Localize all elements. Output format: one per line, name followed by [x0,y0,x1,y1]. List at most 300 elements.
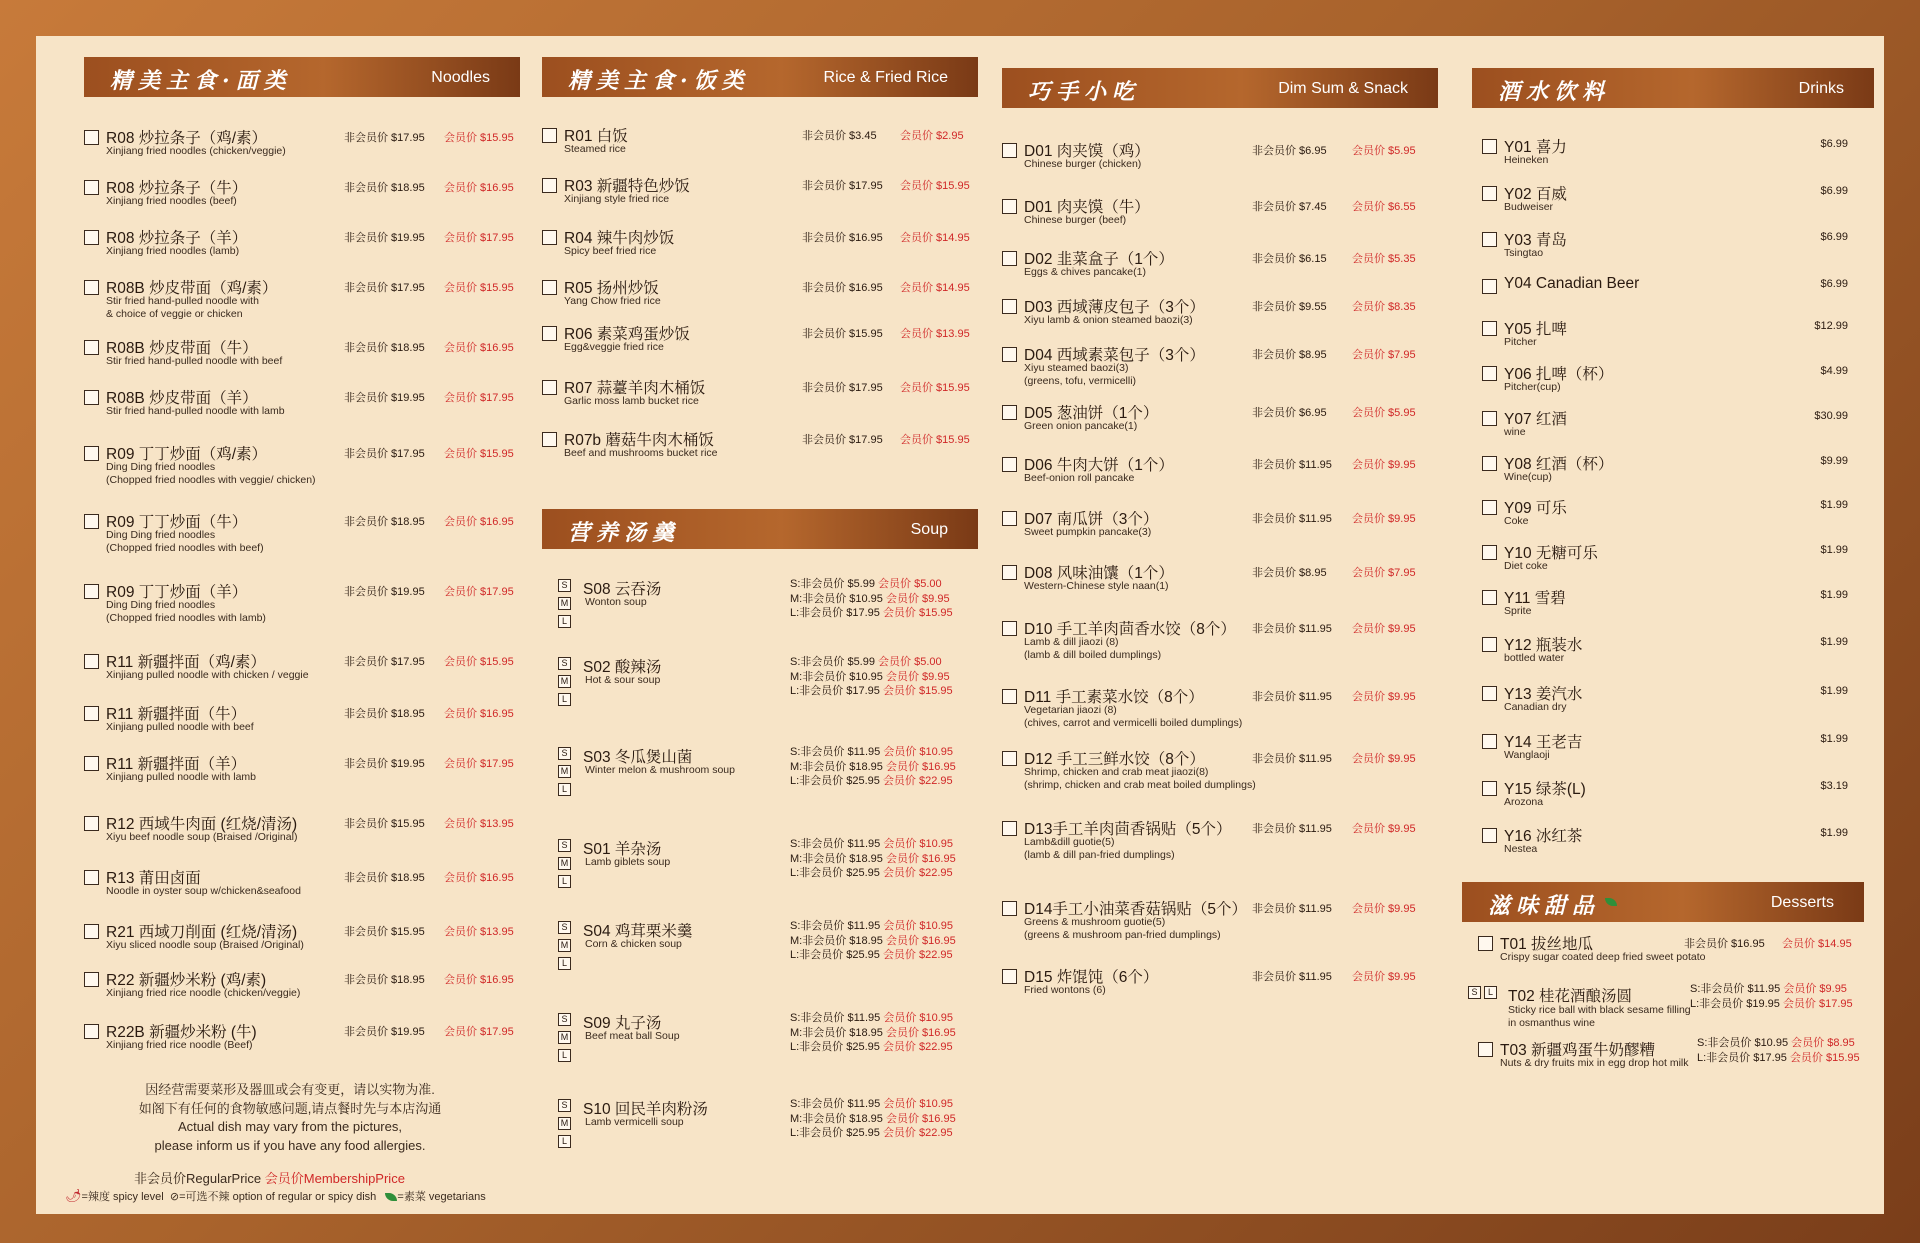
regular-price: L:非会员价 $17.95 [1697,1051,1787,1064]
item-checkbox[interactable] [542,280,557,295]
noodles-item[interactable] [84,752,520,792]
item-checkbox[interactable] [1002,143,1017,158]
size-l-checkbox[interactable]: L [558,783,571,796]
size-price-line [1690,997,1853,1012]
member-price: 会员价 $13.95 [444,926,514,938]
dessert-item[interactable] [1462,982,1864,1028]
item-name: R13 莆田卤面 [106,870,201,887]
item-description: Western-Chinese style naan(1) [1024,580,1169,592]
soup-item[interactable] [542,577,978,637]
item-name: Y10 无糖可乐 [1504,545,1598,562]
size-s-checkbox[interactable]: S [558,921,571,934]
drink-item[interactable] [1472,824,1874,860]
rice-item[interactable] [542,124,978,164]
item-checkbox[interactable] [1482,590,1497,605]
soup-item[interactable] [542,919,978,979]
drink-item[interactable] [1472,730,1874,766]
item-description: Xiyu sliced noodle soup (Braised /Original) [106,939,304,951]
rice-title-en: Rice & Fried Rice [823,69,948,86]
member-price: 会员价 $16.95 [885,760,956,773]
item-description: Sweet pumpkin pancake(3) [1024,526,1152,538]
item-checkbox[interactable] [542,326,557,341]
soup-item[interactable] [542,1011,978,1071]
rice-item[interactable] [542,276,978,316]
item-description: Greens & mushroom guotie(5) [1024,916,1166,928]
item-checkbox[interactable] [1002,457,1017,472]
member-price: 会员价 $16.95 [444,342,514,354]
regular-price: 非会员价 $11.95 [1252,691,1332,703]
drinks-header [1472,68,1874,108]
dimsum-item[interactable] [1002,617,1438,661]
member-price: 会员价 $9.95 [1783,983,1847,995]
dimsum-item[interactable] [1002,401,1438,441]
rice-column [542,57,978,459]
regular-price: M:非会员价 $18.95 [790,760,883,773]
member-price: 会员价 $15.95 [444,132,514,144]
member-price: 会员价 $17.95 [444,1026,514,1038]
member-price: 会员价 $22.95 [882,775,953,787]
size-l-checkbox[interactable]: L [558,615,571,628]
item-checkbox[interactable] [1002,821,1017,836]
noodles-item[interactable] [84,336,520,376]
regular-price: L:非会员价 $25.95 [790,775,880,787]
item-description: Nuts & dry fruits mix in egg drop hot milk [1500,1057,1689,1069]
regular-price: 非会员价 $19.95 [344,1026,425,1038]
item-checkbox[interactable] [84,924,99,939]
item-name: Y14 王老吉 [1504,734,1583,751]
item-checkbox[interactable] [1482,545,1497,560]
regular-price: 非会员价 $11.95 [1252,753,1332,765]
rice-item[interactable] [542,322,978,362]
member-price: 会员价 $9.95 [1352,903,1416,915]
item-description: Steamed rice [564,143,626,155]
dimsum-item[interactable] [1002,453,1438,493]
member-price: 会员价 $7.95 [1352,567,1416,579]
noodles-item[interactable] [84,920,520,960]
item-name: R08 炒拉条子（羊） [106,230,248,247]
item-description: Spicy beef fried rice [564,245,657,257]
item-checkbox[interactable] [1482,686,1497,701]
member-price: 会员价 $7.95 [1352,349,1416,361]
item-name: D13手工羊肉茴香锅贴（5个） [1024,821,1232,838]
dimsum-item[interactable] [1002,295,1438,335]
item-checkbox[interactable] [1002,405,1017,420]
item-name: R07 蒜薹羊肉木桶饭 [564,380,706,397]
item-checkbox[interactable] [1002,969,1017,984]
item-description: Corn & chicken soup [585,938,682,950]
drink-item[interactable] [1472,275,1874,311]
item-checkbox[interactable] [84,1024,99,1039]
item-checkbox[interactable] [84,816,99,831]
soup-title-cn: 营养汤羹 [568,520,681,546]
item-checkbox[interactable] [542,230,557,245]
item-name: R21 西域刀削面 (红烧/清汤) [106,924,298,941]
member-price: 会员价 $10.95 [883,1098,954,1110]
member-price: 会员价 $17.95 [444,232,514,244]
item-description: Xinjiang pulled noodle with beef [106,721,254,733]
item-name: Y04 Canadian Beer [1504,275,1640,292]
drink-item[interactable] [1472,777,1874,813]
soup-item[interactable] [542,745,978,805]
size-price-line [790,1026,956,1041]
item-description: Lamb & dill jiaozi (8) [1024,636,1119,648]
member-price: 会员价 $9.95 [1352,513,1416,525]
item-checkbox[interactable] [84,972,99,987]
size-l-checkbox[interactable]: L [558,875,571,888]
item-price: $1.99 [1820,685,1848,697]
desserts-column [1462,882,1864,1069]
regular-price: 非会员价 $16.95 [1684,938,1765,950]
item-checkbox[interactable] [1482,366,1497,381]
option-icon: ⊘ [169,1191,180,1203]
size-s-checkbox[interactable]: S [558,839,571,852]
dimsum-item[interactable] [1002,897,1438,941]
regular-price: 非会员价 $17.95 [344,656,425,668]
item-description: Coke [1504,515,1529,527]
size-s-checkbox[interactable]: S [558,657,571,670]
item-description: Egg&veggie fried rice [564,341,664,353]
regular-price: 非会员价 $18.95 [344,974,425,986]
item-price: $12.99 [1814,320,1848,332]
member-price: 会员价 $15.95 [444,656,514,668]
size-m-checkbox[interactable]: M [558,939,571,952]
rice-item[interactable] [542,376,978,416]
drink-item[interactable] [1472,407,1874,443]
item-checkbox[interactable] [84,446,99,461]
regular-price: S:非会员价 $11.95 [790,838,881,850]
item-description: in osmanthus wine [1508,1017,1595,1029]
noodles-item[interactable] [84,126,520,166]
size-prices [790,745,956,789]
legend-option: =可选不辣 option of regular or spicy dish [179,1191,377,1203]
size-m-checkbox[interactable]: M [558,765,571,778]
member-price: 会员价 $16.95 [444,708,514,720]
regular-price: L:非会员价 $17.95 [790,685,880,697]
soup-item[interactable] [542,655,978,715]
drink-item[interactable] [1472,496,1874,532]
dimsum-item[interactable] [1002,195,1438,235]
item-checkbox[interactable] [84,180,99,195]
size-s-checkbox[interactable]: S [558,1099,571,1112]
item-checkbox[interactable] [1002,347,1017,362]
regular-price: 非会员价 $6.95 [1252,407,1327,419]
soup-item[interactable] [542,1097,978,1157]
member-price: 会员价 $13.95 [444,818,514,830]
item-description: Lamb vermicelli soup [585,1116,684,1128]
item-name: R07b 蘑菇牛肉木桶饭 [564,432,714,449]
item-price: $6.99 [1820,278,1848,290]
item-checkbox[interactable] [84,280,99,295]
item-checkbox[interactable] [1002,251,1017,266]
item-checkbox[interactable] [84,390,99,405]
item-checkbox[interactable] [542,178,557,193]
member-price: 会员价 $15.95 [882,685,953,697]
item-checkbox[interactable] [84,870,99,885]
size-m-checkbox[interactable]: M [558,1117,571,1130]
item-checkbox[interactable] [1478,936,1493,951]
soup-item[interactable] [542,837,978,897]
drink-item[interactable] [1472,452,1874,488]
note-cn-line2: 如阁下有任何的食物敏感问题,请点餐时先与本店沟通 [138,1100,442,1116]
member-price: 会员价 $15.95 [1789,1051,1860,1064]
member-price: 会员价 $14.95 [1782,938,1852,950]
item-checkbox[interactable] [1002,565,1017,580]
drink-item[interactable] [1472,586,1874,622]
size-l-checkbox[interactable]: L [558,1049,571,1062]
item-checkbox[interactable] [1482,828,1497,843]
size-m-checkbox[interactable]: M [558,1031,571,1044]
item-checkbox[interactable] [1482,139,1497,154]
noodles-item[interactable] [84,176,520,216]
item-description: Budweiser [1504,201,1554,213]
size-l-checkbox[interactable]: L [558,693,571,706]
soup-column [542,509,978,1146]
item-checkbox[interactable] [84,230,99,245]
dimsum-column [1002,68,1438,996]
rice-item[interactable] [542,428,978,468]
regular-price: M:非会员价 $18.95 [790,934,883,947]
dessert-item[interactable] [1462,1038,1864,1074]
item-checkbox[interactable] [1482,734,1497,749]
size-s-checkbox[interactable]: S [558,1013,571,1026]
item-description: Lamb giblets soup [585,856,671,868]
item-name: R05 扬州炒饭 [564,280,659,297]
item-checkbox[interactable] [1002,901,1017,916]
size-s-checkbox[interactable]: S [558,747,571,760]
dimsum-item[interactable] [1002,817,1438,861]
rice-item[interactable] [542,174,978,214]
soup-header [542,509,978,549]
price-member-label: 会员价MembershipPrice [264,1171,405,1186]
item-name: D07 南瓜饼（3个） [1024,511,1159,528]
item-name: Y11 雪碧 [1504,590,1566,607]
item-checkbox[interactable] [1002,299,1017,314]
noodles-item[interactable] [84,226,520,266]
item-checkbox[interactable] [542,380,557,395]
item-checkbox[interactable] [84,130,99,145]
dimsum-title-cn: 巧手小吃 [1028,79,1141,105]
regular-price: S:非会员价 $11.95 [790,1012,881,1024]
drink-item[interactable] [1472,135,1874,171]
item-price: $1.99 [1820,589,1848,601]
drink-item[interactable] [1472,228,1874,264]
drink-item[interactable] [1472,182,1874,218]
noodles-item[interactable] [84,702,520,742]
noodles-item[interactable] [84,1020,520,1060]
size-l-checkbox[interactable]: L [558,957,571,970]
item-name: D02 韭菜盒子（1个） [1024,251,1174,268]
item-name: D15 炸馄饨（6个） [1024,969,1159,986]
item-checkbox[interactable] [542,128,557,143]
item-description: Wonton soup [585,596,647,608]
member-price: 会员价 $17.95 [444,392,514,404]
regular-price: S:非会员价 $11.95 [790,1098,881,1110]
noodles-item[interactable] [84,968,520,1008]
size-price-line [790,1097,956,1112]
item-checkbox[interactable] [84,756,99,771]
item-checkbox[interactable] [84,340,99,355]
size-m-checkbox[interactable]: M [558,675,571,688]
item-price: $4.99 [1820,365,1848,377]
item-description: Winter melon & mushroom soup [585,764,735,776]
item-name: D06 牛肉大饼（1个） [1024,457,1174,474]
member-price: 会员价 $22.95 [882,867,953,879]
noodles-item[interactable] [84,650,520,690]
dimsum-item[interactable] [1002,561,1438,601]
item-description: Xinjiang fried noodles (beef) [106,195,237,207]
regular-price: 非会员价 $17.95 [802,434,883,446]
item-description: Xinjiang fried noodles (lamb) [106,245,240,257]
member-price: 会员价 $2.95 [900,130,964,142]
size-m-checkbox[interactable]: M [558,857,571,870]
dimsum-item[interactable] [1002,343,1438,387]
item-checkbox[interactable] [542,432,557,447]
drink-item[interactable] [1472,633,1874,669]
noodles-item[interactable] [84,866,520,906]
item-name: Y07 红酒 [1504,411,1567,428]
size-price-line [790,655,953,670]
item-description: Chinese burger (beef) [1024,214,1127,226]
size-s-checkbox[interactable]: S [1468,986,1481,999]
item-checkbox[interactable] [1002,511,1017,526]
regular-price: M:非会员价 $18.95 [790,852,883,865]
regular-price: 非会员价 $19.95 [344,586,425,598]
desserts-title-cn: 滋味甜品 [1488,893,1601,919]
legend-veg: =素菜 vegetarians [397,1191,486,1203]
size-price-line [790,852,956,867]
item-description: (lamb & dill boiled dumplings) [1024,649,1162,661]
item-checkbox[interactable] [1002,199,1017,214]
noodles-item[interactable] [84,580,520,624]
item-price: $6.99 [1820,185,1848,197]
drink-item[interactable] [1472,541,1874,577]
item-checkbox[interactable] [84,654,99,669]
noodles-header [84,57,520,97]
regular-price: S:非会员价 $11.95 [790,746,881,758]
dimsum-item[interactable] [1002,685,1438,729]
regular-price: 非会员价 $18.95 [344,516,425,528]
size-prices [790,1011,956,1055]
item-checkbox[interactable] [1482,456,1497,471]
item-checkbox[interactable] [84,706,99,721]
dimsum-item[interactable] [1002,747,1438,791]
item-description: (shrimp, chicken and crab meat boiled dumplings) [1024,779,1256,791]
item-description: Xinjiang fried rice noodle (chicken/veggie) [106,987,301,999]
item-checkbox[interactable] [1482,637,1497,652]
item-description: Green onion pancake(1) [1024,420,1138,432]
rice-item[interactable] [542,226,978,266]
noodles-item[interactable] [84,442,520,486]
size-m-checkbox[interactable]: M [558,597,571,610]
drink-item[interactable] [1472,317,1874,353]
regular-price: 非会员价 $11.95 [1252,823,1332,835]
drink-item[interactable] [1472,362,1874,398]
item-description: Diet coke [1504,560,1548,572]
size-price-line [790,919,956,934]
item-name: R22 新疆炒米粉 (鸡/素) [106,972,267,989]
item-name: Y09 可乐 [1504,500,1567,517]
item-checkbox[interactable] [84,584,99,599]
item-description: Eggs & chives pancake(1) [1024,266,1146,278]
drink-item[interactable] [1472,682,1874,718]
member-price: 会员价 $5.35 [1352,253,1416,265]
member-price: 会员价 $5.00 [878,656,942,668]
item-price: $1.99 [1820,544,1848,556]
item-checkbox[interactable] [1482,186,1497,201]
regular-price: 非会员价 $17.95 [802,180,883,192]
size-l-checkbox[interactable]: L [558,1135,571,1148]
size-price-line [790,774,956,789]
size-l-checkbox[interactable]: L [1484,986,1497,999]
member-price: 会员价 $8.35 [1352,301,1416,313]
item-checkbox[interactable] [84,514,99,529]
item-description: Beef meat ball Soup [585,1030,680,1042]
item-checkbox[interactable] [1002,751,1017,766]
noodles-item[interactable] [84,276,520,320]
regular-price: M:非会员价 $18.95 [790,1026,883,1039]
item-description: Sprite [1504,605,1532,617]
item-description: Heineken [1504,154,1549,166]
item-name: D05 葱油饼（1个） [1024,405,1159,422]
regular-price: M:非会员价 $10.95 [790,592,883,605]
item-description: Stir fried hand-pulled noodle with [106,295,259,307]
regular-price: M:非会员价 $18.95 [790,1112,883,1125]
member-price: 会员价 $9.95 [1352,459,1416,471]
item-checkbox[interactable] [1482,781,1497,796]
noodles-item[interactable] [84,510,520,554]
item-description: (Chopped fried noodles with veggie/ chicken) [106,474,316,486]
regular-price: 非会员价 $8.95 [1252,567,1327,579]
item-checkbox[interactable] [1482,321,1497,336]
item-checkbox[interactable] [1478,1042,1493,1057]
note-en-line1: Actual dish may vary from the pictures, [178,1119,402,1134]
item-description: Wine(cup) [1504,471,1552,483]
item-description: Noodle in oyster soup w/chicken&seafood [106,885,301,897]
dimsum-title-en: Dim Sum & Snack [1278,80,1408,97]
item-checkbox[interactable] [1482,500,1497,515]
item-name: Y15 绿茶(L) [1504,781,1586,798]
dimsum-item[interactable] [1002,965,1438,1005]
item-checkbox[interactable] [1002,689,1017,704]
noodles-item[interactable] [84,812,520,852]
regular-price: 非会员价 $17.95 [344,132,425,144]
item-name: R09 丁丁炒面（鸡/素） [106,446,268,463]
item-description: Pitcher [1504,336,1537,348]
chili-icon: 🌶 [65,1188,82,1203]
member-price: 会员价 $16.95 [444,974,514,986]
item-checkbox[interactable] [1482,279,1497,294]
regular-price: 非会员价 $3.45 [802,130,877,142]
item-name: R12 西域牛肉面 (红烧/清汤) [106,816,298,833]
member-price: 会员价 $16.95 [885,1026,956,1039]
regular-price: M:非会员价 $10.95 [790,670,883,683]
size-s-checkbox[interactable]: S [558,579,571,592]
item-checkbox[interactable] [1482,411,1497,426]
noodles-item[interactable] [84,386,520,426]
dimsum-item[interactable] [1002,247,1438,287]
dimsum-item[interactable] [1002,139,1438,179]
item-name: Y05 扎啤 [1504,321,1567,338]
item-name: Y08 红酒（杯） [1504,456,1614,473]
size-price-line [790,866,956,881]
item-name: R09 丁丁炒面（牛） [106,514,248,531]
dimsum-item[interactable] [1002,507,1438,547]
item-checkbox[interactable] [1482,232,1497,247]
dessert-item[interactable] [1462,932,1864,968]
size-price-line [1697,1036,1860,1051]
item-checkbox[interactable] [1002,621,1017,636]
regular-price: 非会员价 $15.95 [344,818,425,830]
